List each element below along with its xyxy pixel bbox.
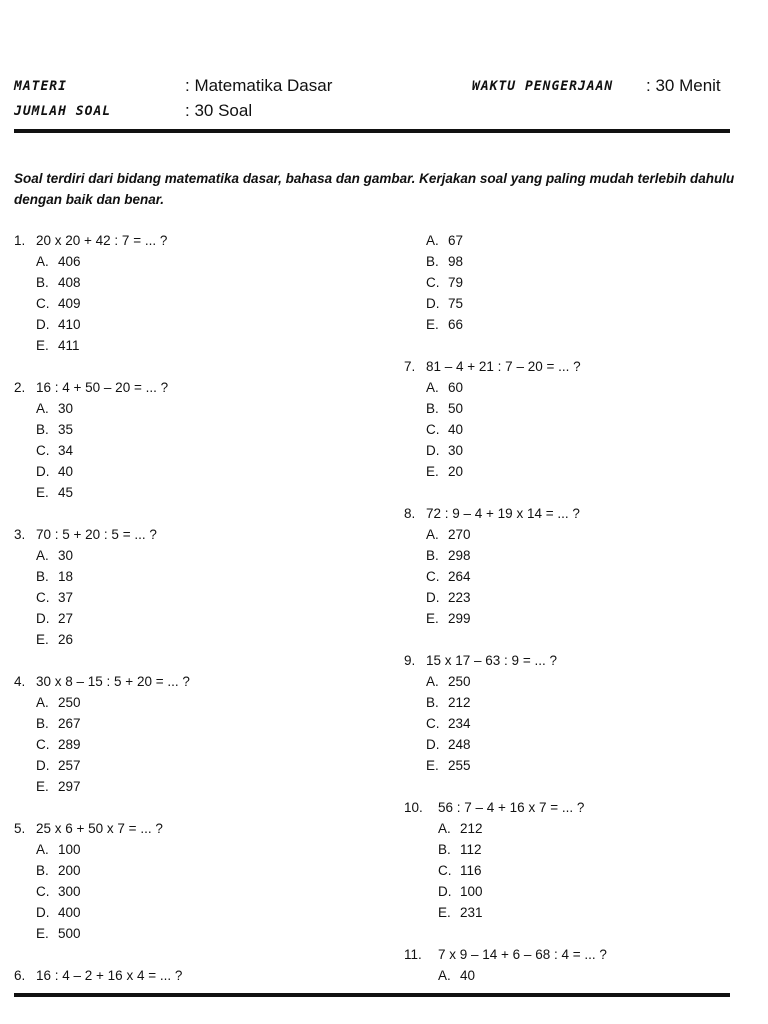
option-letter: C. <box>426 275 440 290</box>
option-letter: D. <box>36 464 50 479</box>
answer-option <box>438 902 483 923</box>
answer-option <box>36 608 73 629</box>
answer-option <box>426 608 471 629</box>
option-text: 267 <box>58 716 81 731</box>
question-number: 9. <box>404 653 416 668</box>
answer-option <box>36 566 73 587</box>
instructions: Soal terdiri dari bidang matematika dasar, bahasa dan gambar. Kerjakan soal yang paling mudah terlebih dahulu dengan baik dan benar. <box>14 171 735 207</box>
option-letter: D. <box>426 737 440 752</box>
jumlah-soal-value: : 30 Soal <box>185 101 253 120</box>
answer-option <box>426 440 463 461</box>
answer-option <box>36 251 81 272</box>
option-letter: D. <box>36 317 50 332</box>
option-letter: A. <box>36 254 49 269</box>
option-letter: A. <box>36 548 49 563</box>
answer-option <box>426 671 471 692</box>
option-text: 257 <box>58 758 81 773</box>
option-letter: E. <box>36 779 49 794</box>
question <box>14 671 190 692</box>
answer-option <box>36 545 73 566</box>
header-divider <box>14 129 730 133</box>
question <box>14 818 163 839</box>
option-letter: E. <box>36 338 49 353</box>
option-text: 264 <box>448 569 471 584</box>
option-letter: B. <box>426 548 439 563</box>
question-number: 6. <box>14 968 26 983</box>
option-text: 35 <box>58 422 74 437</box>
answer-option <box>426 272 463 293</box>
answer-option <box>36 902 81 923</box>
answer-option <box>438 965 475 986</box>
footer-divider <box>14 993 730 997</box>
answer-option <box>426 734 471 755</box>
option-letter: D. <box>426 443 440 458</box>
question <box>14 377 168 398</box>
answer-option <box>426 419 463 440</box>
option-text: 45 <box>58 485 74 500</box>
question-text: 7 x 9 – 14 + 6 – 68 : 4 = ... ? <box>438 947 607 962</box>
option-letter: E. <box>426 464 439 479</box>
option-letter: D. <box>438 884 452 899</box>
option-letter: D. <box>36 905 50 920</box>
answer-option <box>36 629 73 650</box>
answer-option <box>438 818 483 839</box>
option-letter: D. <box>426 296 440 311</box>
answer-option <box>36 734 81 755</box>
option-letter: C. <box>426 716 440 731</box>
option-letter: C. <box>438 863 452 878</box>
option-text: 26 <box>58 632 74 647</box>
option-text: 212 <box>460 821 483 836</box>
option-text: 30 <box>448 443 464 458</box>
option-text: 100 <box>460 884 483 899</box>
question-number: 3. <box>14 527 26 542</box>
answer-option <box>36 839 81 860</box>
option-text: 410 <box>58 317 81 332</box>
option-text: 234 <box>448 716 471 731</box>
option-text: 37 <box>58 590 74 605</box>
answer-option <box>426 251 463 272</box>
option-text: 40 <box>58 464 74 479</box>
option-letter: B. <box>36 716 49 731</box>
option-text: 66 <box>448 317 464 332</box>
answer-option <box>426 545 471 566</box>
option-letter: B. <box>438 842 451 857</box>
option-text: 50 <box>448 401 464 416</box>
answer-option <box>36 713 81 734</box>
option-letter: C. <box>36 443 50 458</box>
option-letter: B. <box>36 569 49 584</box>
answer-option <box>36 398 73 419</box>
option-letter: A. <box>426 674 439 689</box>
answer-option <box>36 776 81 797</box>
answer-option <box>36 923 81 944</box>
question <box>404 650 557 671</box>
option-text: 34 <box>58 443 74 458</box>
option-text: 30 <box>58 548 74 563</box>
option-letter: A. <box>36 695 49 710</box>
question-text: 25 x 6 + 50 x 7 = ... ? <box>36 821 163 836</box>
waktu-pengerjaan-label: WAKTU PENGERJAAN <box>472 79 614 94</box>
option-text: 270 <box>448 527 471 542</box>
question-text: 70 : 5 + 20 : 5 = ... ? <box>36 527 157 542</box>
option-letter: B. <box>426 254 439 269</box>
option-letter: C. <box>36 884 50 899</box>
answer-option <box>426 713 471 734</box>
answer-option <box>36 692 81 713</box>
question <box>14 965 182 986</box>
question <box>14 524 157 545</box>
option-letter: A. <box>426 233 439 248</box>
option-text: 500 <box>58 926 81 941</box>
answer-option <box>36 482 73 503</box>
option-text: 18 <box>58 569 74 584</box>
answer-option <box>426 230 463 251</box>
option-letter: B. <box>426 401 439 416</box>
option-text: 40 <box>448 422 464 437</box>
option-text: 298 <box>448 548 471 563</box>
question <box>404 503 580 524</box>
option-text: 289 <box>58 737 81 752</box>
option-letter: A. <box>438 821 451 836</box>
question-text: 15 x 17 – 63 : 9 = ... ? <box>426 653 557 668</box>
question <box>404 356 581 377</box>
option-text: 100 <box>58 842 81 857</box>
answer-option <box>426 293 463 314</box>
answer-option <box>36 587 73 608</box>
option-text: 27 <box>58 611 74 626</box>
option-letter: E. <box>36 485 49 500</box>
option-text: 297 <box>58 779 81 794</box>
option-text: 112 <box>460 842 482 857</box>
option-letter: E. <box>36 926 49 941</box>
option-text: 411 <box>58 338 80 353</box>
question <box>404 944 607 965</box>
option-text: 408 <box>58 275 81 290</box>
option-text: 75 <box>448 296 464 311</box>
answer-option <box>426 692 471 713</box>
option-letter: A. <box>426 527 439 542</box>
question-number: 11. <box>404 947 422 962</box>
answer-option <box>438 881 483 902</box>
answer-option <box>426 377 463 398</box>
option-text: 400 <box>58 905 81 920</box>
option-letter: B. <box>36 863 49 878</box>
answer-option <box>36 314 81 335</box>
question-number: 8. <box>404 506 416 521</box>
option-text: 79 <box>448 275 464 290</box>
option-letter: D. <box>36 611 50 626</box>
answer-option <box>426 755 471 776</box>
option-letter: A. <box>426 380 439 395</box>
option-letter: D. <box>426 590 440 605</box>
option-letter: A. <box>438 968 451 983</box>
option-text: 20 <box>448 464 464 479</box>
question-number: 5. <box>14 821 26 836</box>
answer-option <box>36 419 73 440</box>
option-letter: B. <box>426 695 439 710</box>
option-letter: E. <box>426 317 439 332</box>
option-text: 250 <box>448 674 471 689</box>
answer-option <box>36 293 81 314</box>
option-text: 98 <box>448 254 464 269</box>
option-text: 223 <box>448 590 471 605</box>
question-text: 56 : 7 – 4 + 16 x 7 = ... ? <box>438 800 585 815</box>
answer-option <box>438 839 482 860</box>
option-text: 40 <box>460 968 476 983</box>
option-letter: B. <box>36 275 49 290</box>
option-letter: C. <box>36 590 50 605</box>
option-letter: E. <box>426 611 439 626</box>
answer-option <box>36 440 73 461</box>
option-text: 300 <box>58 884 81 899</box>
answer-option <box>426 398 463 419</box>
answer-option <box>426 524 471 545</box>
option-text: 255 <box>448 758 471 773</box>
answer-option <box>36 881 81 902</box>
question-text: 72 : 9 – 4 + 19 x 14 = ... ? <box>426 506 580 521</box>
answer-option <box>36 335 80 356</box>
question-text: 20 x 20 + 42 : 7 = ... ? <box>36 233 168 248</box>
question-number: 7. <box>404 359 416 374</box>
option-text: 30 <box>58 401 74 416</box>
option-letter: D. <box>36 758 50 773</box>
option-text: 248 <box>448 737 471 752</box>
answer-option <box>426 566 471 587</box>
option-text: 231 <box>460 905 483 920</box>
question-text: 81 – 4 + 21 : 7 – 20 = ... ? <box>426 359 581 374</box>
question-number: 1. <box>14 233 26 248</box>
materi-label: MATERI <box>14 79 67 94</box>
question <box>14 230 167 251</box>
answer-option <box>36 461 73 482</box>
jumlah-soal-label: JUMLAH SOAL <box>14 104 112 119</box>
option-letter: C. <box>426 422 440 437</box>
question-number: 2. <box>14 380 26 395</box>
answer-option <box>438 860 482 881</box>
option-text: 67 <box>448 233 464 248</box>
question <box>404 797 584 818</box>
question-text: 30 x 8 – 15 : 5 + 20 = ... ? <box>36 674 190 689</box>
materi-value: : Matematika Dasar <box>185 76 333 95</box>
option-text: 299 <box>448 611 471 626</box>
question-number: 4. <box>14 674 26 689</box>
option-letter: A. <box>36 842 49 857</box>
answer-option <box>426 461 463 482</box>
option-letter: A. <box>36 401 49 416</box>
option-text: 200 <box>58 863 81 878</box>
answer-option <box>426 587 471 608</box>
option-letter: B. <box>36 422 49 437</box>
answer-option <box>426 314 463 335</box>
option-letter: E. <box>426 758 439 773</box>
answer-option <box>36 755 81 776</box>
answer-option <box>36 272 81 293</box>
option-letter: C. <box>426 569 440 584</box>
option-text: 250 <box>58 695 81 710</box>
option-letter: E. <box>36 632 49 647</box>
option-text: 406 <box>58 254 81 269</box>
question-text: 16 : 4 – 2 + 16 x 4 = ... ? <box>36 968 183 983</box>
option-letter: C. <box>36 737 50 752</box>
option-text: 116 <box>460 863 482 878</box>
question-number: 10. <box>404 800 423 815</box>
option-letter: E. <box>438 905 451 920</box>
question-text: 16 : 4 + 50 – 20 = ... ? <box>36 380 169 395</box>
answer-option <box>36 860 81 881</box>
waktu-pengerjaan-value: : 30 Menit <box>646 76 721 95</box>
option-text: 60 <box>448 380 464 395</box>
option-text: 212 <box>448 695 471 710</box>
option-letter: C. <box>36 296 50 311</box>
option-text: 409 <box>58 296 81 311</box>
